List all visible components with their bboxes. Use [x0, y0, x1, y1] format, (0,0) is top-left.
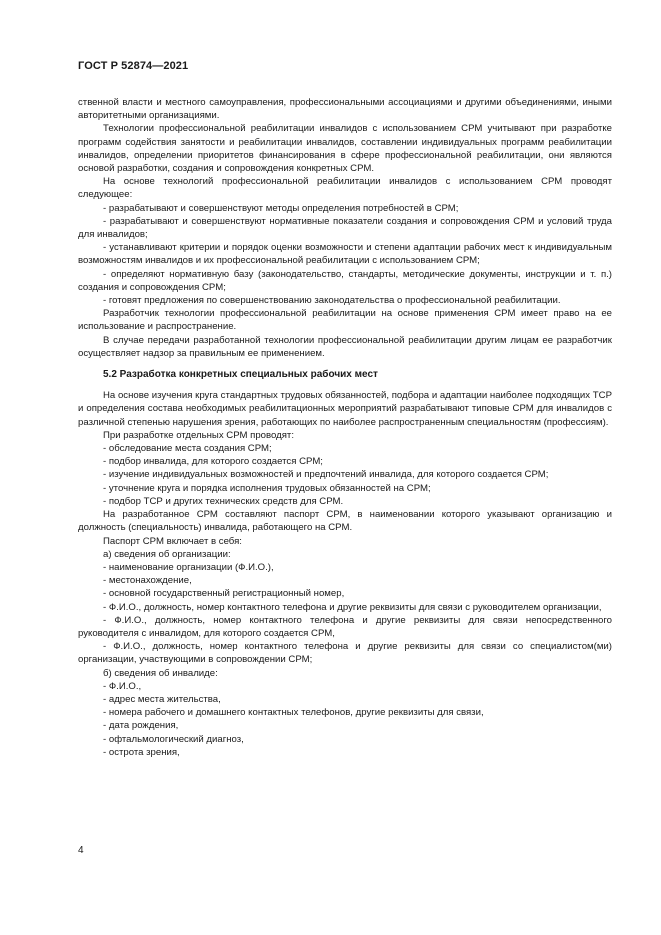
list-item: - адрес места жительства, — [103, 693, 221, 705]
section-heading: 5.2 Разработка конкретных специальных рабочих мест — [103, 369, 378, 381]
list-item: - определяют нормативную базу (законодательство, стандарты, методические документы, инструкции и т. п.) создания и сопровождения СРМ; — [78, 268, 612, 293]
paragraph: Паспорт СРМ включает в себя: — [103, 535, 242, 547]
list-item: - подбор инвалида, для которого создается СРМ; — [103, 456, 323, 468]
list-item: - Ф.И.О., должность, номер контактного телефона и другие реквизиты для связи с руководителем организации, — [103, 601, 602, 613]
list-item: - уточнение круга и порядка исполнения трудовых обязанностей на СРМ; — [103, 482, 431, 494]
list-item: - офтальмологический диагноз, — [103, 733, 244, 745]
list-item: - дата рождения, — [103, 720, 179, 732]
list-item: - готовят предложения по совершенствованию законодательства о профессиональной реабилитации. — [103, 295, 561, 307]
list-item: - обследование места создания СРМ; — [103, 443, 272, 455]
list-item: - устанавливают критерии и порядок оценки возможности и степени адаптации рабочих мест к индивидуальным возможностям инвалидов и их профессиональной реабилитации с использованием СРМ; — [78, 242, 612, 267]
document-body — [78, 96, 612, 759]
paragraph: Технологии профессиональной реабилитации инвалидов с использованием СРМ учитывают при разработке программ содействия занятости и реабилитации инвалидов, составлении индивидуальных программ реабилитации инвалидов, определении приоритетов финансирования в сфере профессиональной реабилитации, они являются основой разработки, создания и сопровождения конкретных СРМ. — [78, 123, 612, 175]
list-item: - основной государственный регистрационный номер, — [103, 588, 345, 600]
page-number: 4 — [78, 845, 84, 856]
list-item: - Ф.И.О., — [103, 680, 142, 692]
list-item: - разрабатывают и совершенствуют нормативные показатели создания и сопровождения СРМ и условий труда для инвалидов; — [78, 215, 612, 241]
list-item: - номера рабочего и домашнего контактных телефонов, другие реквизиты для связи, — [103, 707, 484, 719]
list-item: - острота зрения, — [103, 746, 180, 758]
list-item: - разрабатывают и совершенствуют методы определения потребностей в СРМ; — [103, 202, 459, 214]
paragraph: Разработчик технологии профессиональной реабилитации на основе применения СРМ имеет право на ее использование и распространение. — [78, 308, 612, 333]
document-header: ГОСТ Р 52874—2021 — [78, 60, 189, 72]
list-item: - Ф.И.О., должность, номер контактного телефона и другие реквизиты для связи непосредственного руководителя с инвалидом, для которого создается СРМ, — [78, 614, 612, 639]
paragraph: На разработанное СРМ составляют паспорт СРМ, в наименовании которого указывают организацию и должность (специальность) инвалида, работающего на СРМ. — [78, 509, 612, 534]
list-item: - подбор ТСР и других технических средств для СРМ. — [103, 495, 344, 507]
list-item: - местонахождение, — [103, 575, 192, 587]
paragraph: При разработке отдельных СРМ проводят: — [103, 429, 294, 441]
paragraph: В случае передачи разработанной технологии профессиональной реабилитации другим лицам ее разработчик осуществляет надзор за правильным ее применением. — [78, 334, 612, 359]
list-item: а) сведения об организации: — [103, 548, 231, 560]
paragraph: На основе технологий профессиональной реабилитации инвалидов с использованием СРМ проводят следующее: — [78, 176, 612, 201]
list-item: - изучение индивидуальных возможностей и предпочтений инвалида, для которого создается СРМ; — [103, 469, 549, 481]
paragraph: На основе изучения круга стандартных трудовых обязанностей, подбора и адаптации наиболее подходящих ТСР и определения состава необходимых реабилитационных мероприятий разрабатывают типовые СРМ для инвалидов с различной степенью нарушения зрения, работающих по наиболее распространенным специальностям (профессиям). — [78, 390, 612, 428]
list-item: б) сведения об инвалиде: — [103, 667, 218, 679]
list-item: - наименование организации (Ф.И.О.), — [103, 561, 274, 573]
paragraph-continuation: ственной власти и местного самоуправления, профессиональными ассоциациями и другими объединениями, иными авторитетными организациями. — [78, 97, 612, 122]
list-item: - Ф.И.О., должность, номер контактного телефона и другие реквизиты для связи со специалистом(ми) организации, участвующими в сопровождении СРМ; — [78, 641, 612, 666]
